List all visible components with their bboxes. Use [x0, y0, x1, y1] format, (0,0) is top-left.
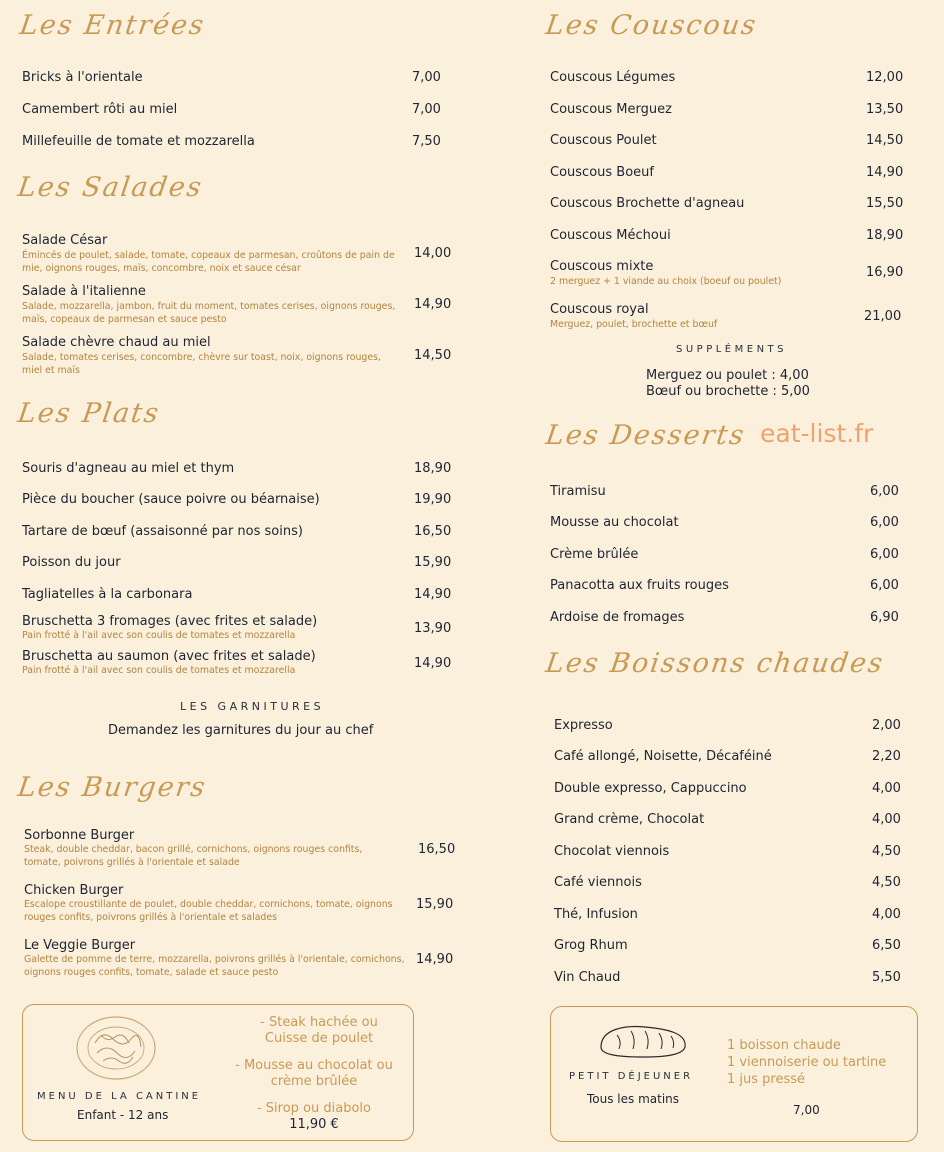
menu-item-name: Café viennois	[554, 875, 642, 890]
section-title-plats: Les Plats	[15, 398, 163, 429]
menu-item-name: Poisson du jour	[22, 555, 121, 570]
petit-dejeuner-title: PETIT DÉJEUNER	[569, 1071, 694, 1082]
menu-item-price: 16,90	[866, 265, 904, 280]
menu-item-price: 15,50	[866, 196, 904, 211]
menu-item-description: Merguez, poulet, brochette et bœuf	[550, 319, 718, 330]
menu-item-name: Tagliatelles à la carbonara	[22, 587, 193, 602]
menu-item-price: 4,00	[872, 907, 901, 922]
menu-item-price: 14,50	[866, 133, 904, 148]
menu-item-name: Chocolat viennois	[554, 844, 670, 859]
section-title-couscous: Les Couscous	[543, 10, 760, 41]
menu-item-name: Grog Rhum	[554, 938, 628, 953]
supplements-heading: SUPPLÉMENTS	[676, 344, 787, 355]
menu-item-description: Pain frotté à l'ail avec son coulis de tomates et mozzarella	[22, 630, 296, 641]
menu-item-price: 4,50	[872, 875, 901, 890]
menu-item-price: 6,00	[870, 547, 899, 562]
menu-item-name: Couscous Merguez	[550, 102, 672, 117]
menu-item-name: Salade à l'italienne	[22, 284, 146, 299]
menu-item-price: 4,50	[872, 844, 901, 859]
menu-item-price: 6,90	[870, 610, 899, 625]
section-title-entrees: Les Entrées	[17, 10, 208, 41]
menu-item-price: 13,90	[414, 621, 452, 636]
petit-dejeuner-line: 1 viennoiserie ou tartine	[727, 1055, 887, 1070]
menu-item-name: Pièce du boucher (sauce poivre ou béarnaise)	[22, 492, 320, 507]
watermark: eat-list.fr	[760, 419, 874, 448]
petit-dejeuner-box	[550, 1006, 918, 1142]
menu-item-name: Grand crème, Chocolat	[554, 812, 705, 827]
menu-item-name: Salade chèvre chaud au miel	[22, 335, 211, 350]
menu-item-price: 6,00	[870, 484, 899, 499]
menu-item-price: 6,50	[872, 938, 901, 953]
menu-item-name: Couscous Poulet	[550, 133, 657, 148]
menu-cantine-box	[22, 1004, 414, 1141]
menu-item-name: Couscous royal	[550, 302, 649, 317]
menu-item-price: 16,50	[418, 842, 456, 857]
cantine-subtitle: Enfant - 12 ans	[77, 1108, 169, 1122]
menu-item-price: 15,90	[416, 897, 454, 912]
menu-item-description: Steak, double cheddar, bacon grillé, cornichons, oignons rouges confits, tomate, poivrons grillés à l'orientale et salade	[24, 844, 363, 868]
cantine-title: MENU DE LA CANTINE	[37, 1091, 202, 1102]
garnitures-text: Demandez les garnitures du jour au chef	[108, 723, 374, 738]
cantine-line: crème brûlée	[270, 1074, 358, 1089]
menu-item-name: Bricks à l'orientale	[22, 70, 143, 85]
menu-item-name: Couscous Méchoui	[550, 228, 671, 243]
menu-item-name: Millefeuille de tomate et mozzarella	[22, 134, 255, 149]
menu-item-price: 14,90	[414, 587, 452, 602]
menu-item-description: Émincés de poulet, salade, tomate, copeaux de parmesan, croûtons de pain de mie, oignons rouges, maïs, concombre, noix et sauce césar	[22, 250, 395, 274]
bread-icon	[595, 1021, 691, 1061]
menu-item-price: 4,00	[872, 781, 901, 796]
menu-item-price: 21,00	[864, 309, 902, 324]
menu-item-name: Mousse au chocolat	[550, 515, 679, 530]
menu-item-price: 16,50	[414, 524, 452, 539]
menu-item-price: 14,90	[866, 165, 904, 180]
menu-item-name: Camembert rôti au miel	[22, 102, 178, 117]
supplement-line: Bœuf ou brochette : 5,00	[646, 384, 810, 399]
petit-dejeuner-subtitle: Tous les matins	[587, 1092, 680, 1106]
menu-item-description: 2 merguez + 1 viande au choix (boeuf ou poulet)	[550, 276, 782, 287]
garnitures-heading: LES GARNITURES	[180, 700, 325, 713]
menu-item-name: Couscous Légumes	[550, 70, 676, 85]
section-title-salades: Les Salades	[15, 172, 205, 203]
menu-item-description: Escalope croustillante de poulet, double cheddar, cornichons, tomate, oignons rouges confits, poivrons grillés à l'orientale et salades	[24, 899, 393, 923]
menu-item-price: 2,20	[872, 749, 901, 764]
menu-item-description: Salade, tomates cerises, concombre, chèvre sur toast, noix, oignons rouges, miel et maïs	[22, 352, 382, 376]
section-title-burgers: Les Burgers	[15, 772, 209, 803]
menu-item-price: 14,90	[414, 297, 452, 312]
menu-item-name: Le Veggie Burger	[24, 938, 136, 953]
menu-item-name: Panacotta aux fruits rouges	[550, 578, 729, 593]
menu-item-name: Vin Chaud	[554, 970, 621, 985]
menu-item-price: 7,00	[412, 102, 441, 117]
menu-item-price: 14,50	[414, 348, 452, 363]
menu-item-price: 19,90	[414, 492, 452, 507]
menu-item-price: 18,90	[414, 461, 452, 476]
menu-item-price: 2,00	[872, 718, 901, 733]
menu-item-name: Chicken Burger	[24, 883, 124, 898]
cantine-price: 11,90 €	[289, 1117, 339, 1132]
cantine-line: - Mousse au chocolat ou	[235, 1058, 393, 1073]
menu-item-name: Ardoise de fromages	[550, 610, 685, 625]
menu-item-price: 12,00	[866, 70, 904, 85]
menu-item-price: 18,90	[866, 228, 904, 243]
menu-item-price: 14,90	[414, 656, 452, 671]
menu-item-price: 5,50	[872, 970, 901, 985]
menu-item-price: 14,90	[416, 952, 454, 967]
menu-item-price: 4,00	[872, 812, 901, 827]
menu-item-name: Sorbonne Burger	[24, 828, 135, 843]
menu-item-description: Galette de pomme de terre, mozzarella, poivrons grillés à l'orientale, cornichons, oignons rouges confits, tomate, salade et sauce pesto	[24, 954, 405, 978]
menu-item-name: Couscous mixte	[550, 259, 654, 274]
menu-item-description: Salade, mozzarella, jambon, fruit du moment, tomates cerises, oignons rouges, maïs, copeaux de parmesan et sauce pesto	[22, 301, 396, 325]
petit-dejeuner-line: 1 jus pressé	[727, 1072, 806, 1087]
menu-item-price: 15,90	[414, 555, 452, 570]
menu-item-name: Crème brûlée	[550, 547, 639, 562]
menu-item-price: 13,50	[866, 102, 904, 117]
section-title-desserts: Les Desserts	[543, 420, 748, 451]
menu-item-name: Bruschetta 3 fromages (avec frites et salade)	[22, 614, 318, 629]
supplement-line: Merguez ou poulet : 4,00	[646, 368, 809, 383]
section-title-boissons: Les Boissons chaudes	[543, 648, 887, 679]
menu-item-description: Pain frotté à l'ail avec son coulis de tomates et mozzarella	[22, 665, 296, 676]
menu-item-name: Tiramisu	[550, 484, 606, 499]
menu-item-price: 14,00	[414, 246, 452, 261]
menu-item-price: 7,00	[412, 70, 441, 85]
menu-item-name: Salade César	[22, 233, 108, 248]
menu-item-name: Couscous Brochette d'agneau	[550, 196, 745, 211]
menu-item-name: Expresso	[554, 718, 613, 733]
menu-item-name: Double expresso, Cappuccino	[554, 781, 747, 796]
cantine-line: Cuisse de poulet	[264, 1031, 374, 1046]
pasta-plate-icon	[75, 1013, 157, 1083]
menu-item-name: Café allongé, Noisette, Décaféiné	[554, 749, 772, 764]
menu-item-name: Souris d'agneau au miel et thym	[22, 461, 235, 476]
petit-dejeuner-line: 1 boisson chaude	[727, 1038, 841, 1053]
menu-item-name: Couscous Boeuf	[550, 165, 654, 180]
menu-item-name: Thé, Infusion	[554, 907, 638, 922]
menu-item-price: 6,00	[870, 578, 899, 593]
menu-item-price: 6,00	[870, 515, 899, 530]
menu-item-name: Tartare de bœuf (assaisonné par nos soins)	[22, 524, 303, 539]
menu-item-name: Bruschetta au saumon (avec frites et salade)	[22, 649, 316, 664]
cantine-line: - Sirop ou diabolo	[256, 1101, 371, 1116]
menu-item-price: 7,50	[412, 134, 441, 149]
petit-dejeuner-price: 7,00	[793, 1103, 820, 1117]
cantine-line: - Steak hachée ou	[260, 1015, 378, 1030]
